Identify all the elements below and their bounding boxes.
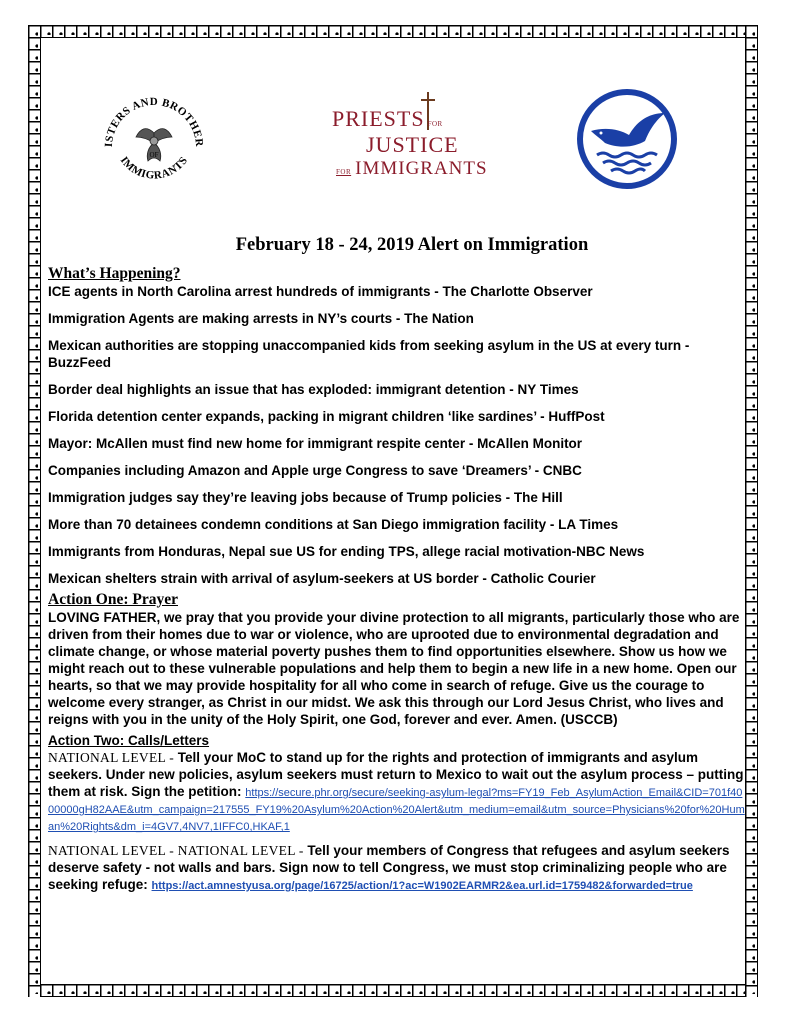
sisters-brothers-logo (96, 85, 212, 201)
border-left (28, 25, 41, 997)
news-item: Immigration Agents are making arrests in NY’s courts - The Nation (48, 311, 474, 326)
bird-icon (591, 113, 665, 147)
sisters-logo-bottom-text: IMMIGRANTS (117, 154, 191, 182)
bird-emblem-logo (575, 87, 679, 191)
action-one-heading: Action One: Prayer (48, 591, 178, 608)
news-item: Companies including Amazon and Apple urge Congress to save ‘Dreamers’ - CNBC (48, 463, 582, 478)
national-level-label: NATIONAL LEVEL - (48, 750, 178, 765)
news-item: Immigration judges say they’re leaving jobs because of Trump policies - The Hill (48, 490, 563, 505)
sisters-logo-top-text: ISTERS AND BROTHER (102, 95, 206, 148)
waves-icon (597, 153, 657, 173)
priests-line1: PRIESTS FOR (332, 106, 443, 131)
priests-line2: JUSTICE (366, 132, 459, 157)
priests-for-justice-logo (330, 90, 488, 190)
sisters-logo-of-text: OF (149, 151, 159, 159)
prayer-text: LOVING FATHER, we pray that you provide your divine protection to all migrants, particularly those who are driven from their homes due to war or violence, who are uprooted due to environmental degradation and climate change, or whose material poverty pushes them to find opportunities elsewhere. Show us how we might reach out to these vulnerable populations and help them to begin a new life in a new home. Open our hearts, so that we may provide hospitality for all who come in search of refuge. Give us the courage to welcome every stranger, as Christ in our midst. We ask this through our Lord Jesus Christ, who lives and reigns with you in the unity of the Holy Spirit, one God, forever and ever. Amen. (USCCB) (48, 610, 740, 727)
news-item: Florida detention center expands, packing in migrant children ‘like sardines’ - HuffPost (48, 409, 605, 424)
priests-line3: FOR IMMIGRANTS (336, 158, 488, 179)
petition-link-phr[interactable]: https://secure.phr.org/secure/seeking-asylum-legal?ms=FY19_Feb_AsylumAction_Email&CID=701f4000000gH82AAE&utm_campaign=217555_FY19%20Asylum%20Action%20Alert&utm_medium=email&utm_source=Physicians%20for%20Human%20Rights&dm_i=4GV7,4NV7,1IFFC0,HKAF,1 (48, 787, 745, 833)
news-item: Mexican shelters strain with arrival of asylum-seekers at US border - Catholic Courier (48, 571, 596, 586)
news-item: Border deal highlights an issue that has exploded: immigrant detention - NY Times (48, 382, 579, 397)
border-top (28, 25, 758, 38)
news-item: ICE agents in North Carolina arrest hundreds of immigrants - The Charlotte Observer (48, 284, 593, 299)
alert-content (48, 233, 748, 895)
national-level-paragraph-2 (48, 842, 748, 895)
news-item: More than 70 detainees condemn conditions at San Diego immigration facility - LA Times (48, 517, 619, 532)
action-two-heading: Action Two: Calls/Letters (48, 733, 210, 748)
petition-link-amnesty[interactable]: https://act.amnestyusa.org/page/16725/action/1?ac=W1902EARMR2&ea.url.id=1759482&forwarded=true (151, 880, 693, 892)
petition-description: Tell your MoC to stand up for the rights and protection of immigrants and asylum seekers. Under new policies, asylum seekers must return to Mexico to wait out the asylum process – putting them at risk. Sign the petition: (48, 750, 744, 799)
news-list (48, 283, 748, 587)
whats-happening-heading: What’s Happening? (48, 265, 181, 282)
national-level-label-2: NATIONAL LEVEL - NATIONAL LEVEL - (48, 843, 308, 858)
border-bottom (28, 984, 758, 997)
news-item: Immigrants from Honduras, Nepal sue US for ending TPS, allege racial motivation-NBC News (48, 544, 645, 559)
news-item: Mayor: McAllen must find new home for immigrant respite center - McAllen Monitor (48, 436, 583, 451)
amnesty-description: Tell your members of Congress that refugees and asylum seekers deserve safety - not walls and bars. Sign now to tell Congress, we must stop criminalizing people who are seeking refuge: (48, 843, 730, 892)
news-item: Mexican authorities are stopping unaccompanied kids from seeking asylum in the US at every turn - BuzzFeed (48, 338, 690, 370)
national-level-paragraph-1 (48, 749, 748, 834)
page-title: February 18 - 24, 2019 Alert on Immigration (235, 235, 589, 255)
